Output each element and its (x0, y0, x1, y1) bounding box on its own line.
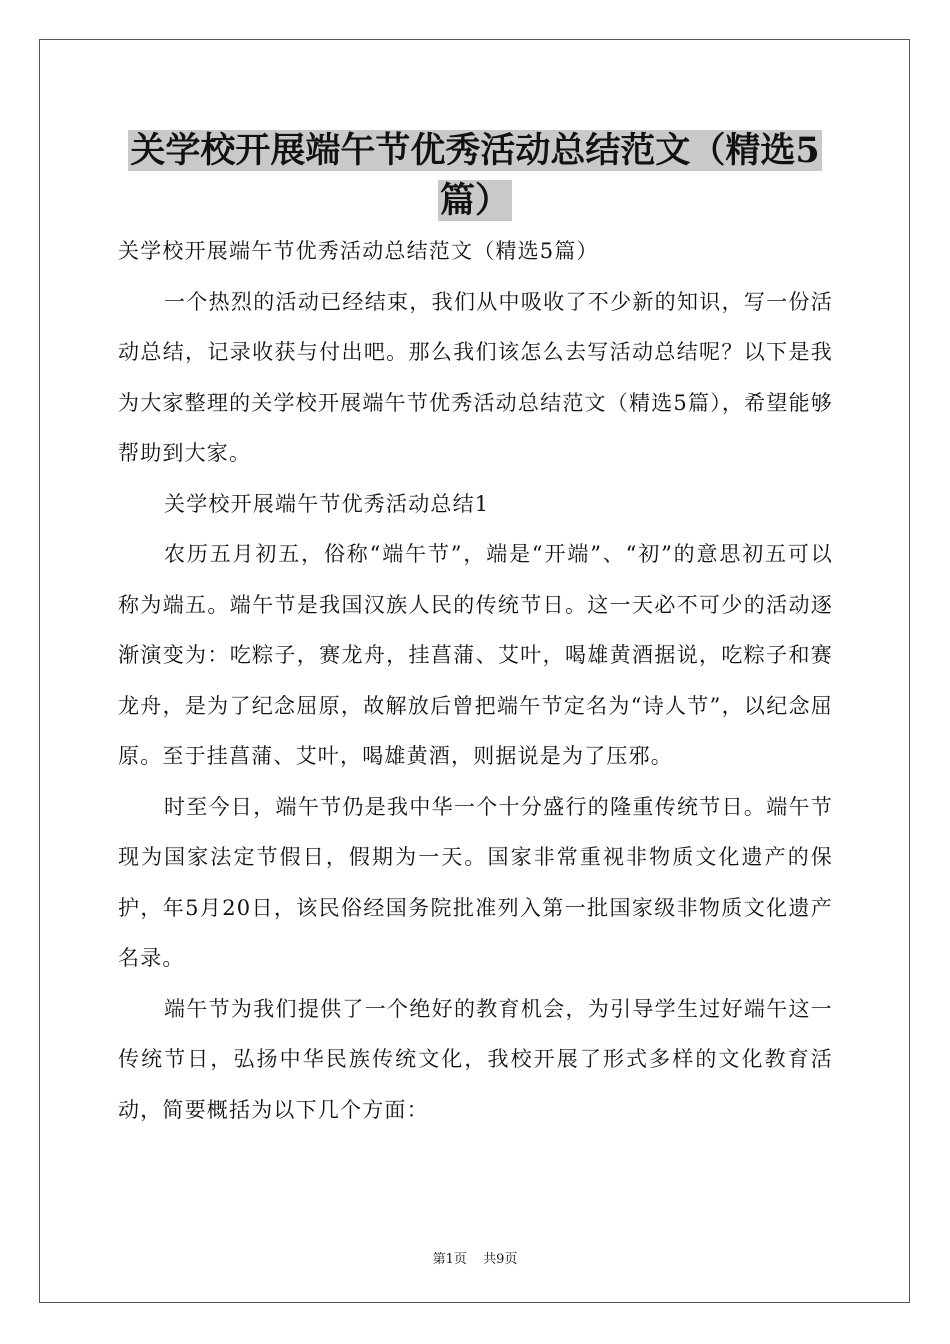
subtitle: 关学校开展端午节优秀活动总结范文（精选5篇） (118, 239, 599, 263)
page-number: 第1页 (432, 1252, 467, 1267)
paragraph-intro: 一个热烈的活动已经结束，我们从中吸收了不少新的知识，写一份活动总结，记录收获与付出吧。那么我们该怎么去写活动总结呢？以下是我为大家整理的关学校开展端午节优秀活动总结范文（精选5篇），希望能够帮助到大家。 (118, 289, 833, 465)
document-body (118, 226, 833, 1135)
section-heading: 关学校开展端午节优秀活动总结1 (164, 491, 490, 516)
paragraph: 端午节为我们提供了一个绝好的教育机会，为引导学生过好端午这一传统节日，弘扬中华民族传统文化，我校开展了形式多样的文化教育活动，简要概括为以下几个方面： (118, 996, 833, 1122)
paragraph: 农历五月初五，俗称“端午节”，端是“开端”、“初”的意思初五可以称为端五。端午节是我国汉族人民的传统节日。这一天必不可少的活动逐渐演变为：吃粽子，赛龙舟，挂菖蒲、艾叶，喝雄黄酒据说，吃粽子和赛龙舟，是为了纪念屈原，故解放后曾把端午节定名为“诗人节”，以纪念屈原。至于挂菖蒲、艾叶，喝雄黄酒，则据说是为了压邪。 (118, 542, 833, 768)
paragraph: 时至今日，端午节仍是我中华一个十分盛行的隆重传统节日。端午节现为国家法定节假日，假期为一天。国家非常重视非物质文化遗产的保护，年5月20日，该民俗经国务院批准列入第一批国家级非物质文化遗产名录。 (118, 794, 833, 970)
page-footer (0, 1248, 950, 1267)
page-total: 共9页 (483, 1252, 518, 1267)
document-title (0, 126, 950, 226)
title-line-1: 关学校开展端午节优秀活动总结范文（精选5 (130, 130, 820, 171)
title-line-2: 篇） (439, 180, 510, 221)
